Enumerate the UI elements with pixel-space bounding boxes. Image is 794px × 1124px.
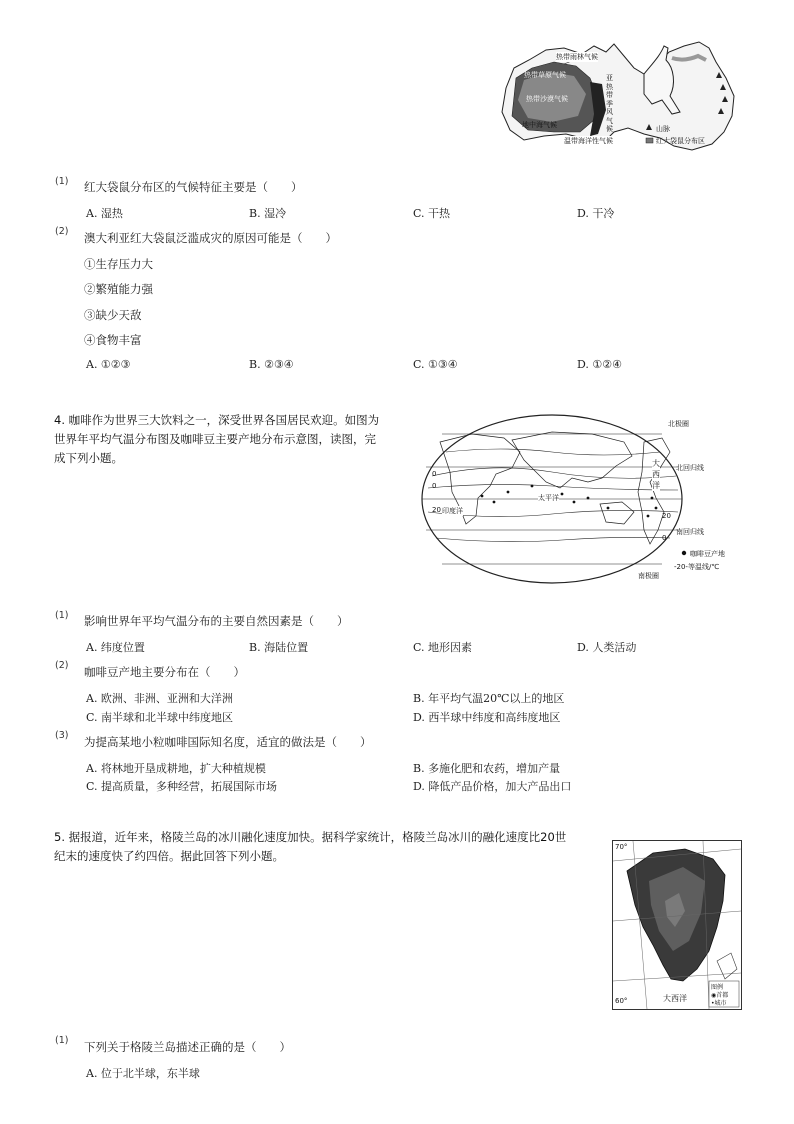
q3-sub2-option-c[interactable]: C. ①③④ — [413, 358, 458, 371]
lat-70-label: 70° — [615, 843, 628, 851]
label-tropic-capricorn: 南回归线 — [676, 528, 704, 536]
q3-sub2-stem: 澳大利亚红大袋鼠泛滥成灾的原因可能是（ ） — [84, 231, 337, 245]
q4-sub2-option-a[interactable]: A. 欧洲、非洲、亚洲和大洋洲 — [86, 692, 233, 705]
q4-sub1-option-b[interactable]: B. 海陆位置 — [249, 641, 309, 654]
q3-sub2-option-a[interactable]: A. ①②③ — [86, 358, 131, 371]
q4-sub3-stem: 为提高某地小粒咖啡国际知名度，适宜的做法是（ ） — [84, 735, 372, 749]
legend-capital: ◉首都 — [711, 992, 729, 999]
q3-sub2-item-4: ④食物丰富 — [84, 333, 142, 347]
q3-sub1-option-c[interactable]: C. 干热 — [413, 207, 451, 220]
q4-sub2-option-b[interactable]: B. 年平均气温20℃以上的地区 — [413, 692, 565, 705]
q3-sub1-number: (1) — [55, 176, 69, 187]
q3-sub1-option-a[interactable]: A. 湿热 — [86, 207, 123, 220]
q3-sub1-option-d[interactable]: D. 干冷 — [577, 207, 615, 220]
q4-sub3-option-a[interactable]: A. 将林地开垦成耕地，扩大种植规模 — [86, 762, 266, 775]
label-desert: 热带沙漠气候 — [526, 95, 568, 103]
australia-climate-map — [494, 38, 744, 156]
label-subtropical-monsoon: 亚 热 带 季 风 气 候 — [606, 74, 613, 133]
q3-sub2-item-2: ②繁殖能力强 — [84, 282, 153, 296]
q4-sub1-number: (1) — [55, 610, 69, 621]
q4-sub1-option-c[interactable]: C. 地形因素 — [413, 641, 473, 654]
label-atlantic: 大 西 洋 — [652, 459, 660, 490]
q5-sub1-number: (1) — [55, 1035, 69, 1046]
q4-sub1-option-d[interactable]: D. 人类活动 — [577, 641, 637, 654]
q4-sub3-option-d[interactable]: D. 降低产品价格，加大产品出口 — [413, 780, 572, 793]
q4-sub1-option-a[interactable]: A. 纬度位置 — [86, 641, 145, 654]
q4-lead-text: 4. 咖啡作为世界三大饮料之一，深受世界各国居民欢迎。如图为 世界年平均气温分布图及咖啡豆主要产地分布示意图，读图，完 成下列小题。 — [54, 413, 380, 465]
q4-sub2-stem: 咖啡豆产地主要分布在（ ） — [84, 665, 245, 679]
q3-sub1-stem: 红大袋鼠分布区的气候特征主要是（ ） — [84, 180, 303, 194]
iso-label-4: 20 — [662, 512, 671, 520]
q3-sub2-item-3: ③缺少天敌 — [84, 308, 142, 322]
legend-mountain: 山脉 — [656, 125, 670, 133]
legend-coffee: 咖啡豆产地 — [690, 550, 725, 558]
label-pacific: 太平洋 — [538, 494, 559, 502]
q4-sub2-number: (2) — [55, 660, 69, 671]
label-indian: 印度洋 — [442, 507, 463, 515]
legend-isotherm: -20-等温线/℃ — [674, 563, 720, 571]
greenland-map — [612, 840, 742, 1010]
label-temperate-maritime: 温带海洋性气候 — [564, 137, 613, 145]
q4-sub3-option-c[interactable]: C. 提高质量，多种经营，拓展国际市场 — [86, 780, 278, 793]
label-tropic-cancer: 北回归线 — [676, 464, 704, 472]
q5-sub1-option-a[interactable]: A. 位于北半球，东半球 — [86, 1067, 200, 1080]
q3-sub2-item-1: ①生存压力大 — [84, 257, 153, 271]
legend-city: •城市 — [711, 1000, 727, 1007]
q3-sub2-number: (2) — [55, 226, 69, 237]
q5-lead-text: 5. 据报道，近年来，格陵兰岛的冰川融化速度加快。据科学家统计，格陵兰岛冰川的融化速度比20世 纪末的速度快了约四倍。据此回答下列小题。 — [54, 830, 567, 863]
iso-label-2: 0 — [432, 482, 437, 490]
q4-sub3-option-b[interactable]: B. 多施化肥和农药，增加产量 — [413, 762, 561, 775]
world-temperature-coffee-map — [412, 412, 762, 588]
q3-sub1-option-b[interactable]: B. 湿冷 — [249, 207, 287, 220]
legend-kangaroo: 红大袋鼠分布区 — [656, 137, 705, 145]
label-savanna: 热带草原气候 — [524, 71, 566, 79]
q4-sub3-number: (3) — [55, 730, 69, 741]
label-rainforest: 热带雨林气候 — [556, 53, 598, 61]
label-mediterranean: 地中海气候 — [522, 121, 557, 129]
q3-sub2-option-d[interactable]: D. ①②④ — [577, 358, 623, 371]
iso-label-5: 0 — [662, 534, 667, 542]
iso-label-3: 20 — [432, 506, 441, 514]
iso-label-1: 0 — [432, 470, 437, 478]
q5-sub1-stem: 下列关于格陵兰岛描述正确的是（ ） — [84, 1040, 291, 1054]
lat-60-label: 60° — [615, 997, 628, 1005]
q4-sub2-option-c[interactable]: C. 南半球和北半球中纬度地区 — [86, 711, 234, 724]
q3-sub2-option-b[interactable]: B. ②③④ — [249, 358, 294, 371]
label-arctic-circle: 北极圈 — [668, 420, 689, 428]
q4-sub1-stem: 影响世界年平均气温分布的主要自然因素是（ ） — [84, 614, 349, 628]
q4-sub2-option-d[interactable]: D. 西半球中纬度和高纬度地区 — [413, 711, 561, 724]
label-antarctic-circle: 南极圈 — [638, 572, 659, 580]
legend-title: 图例 — [711, 984, 724, 991]
label-atlantic-ocean: 大西洋 — [663, 994, 687, 1003]
